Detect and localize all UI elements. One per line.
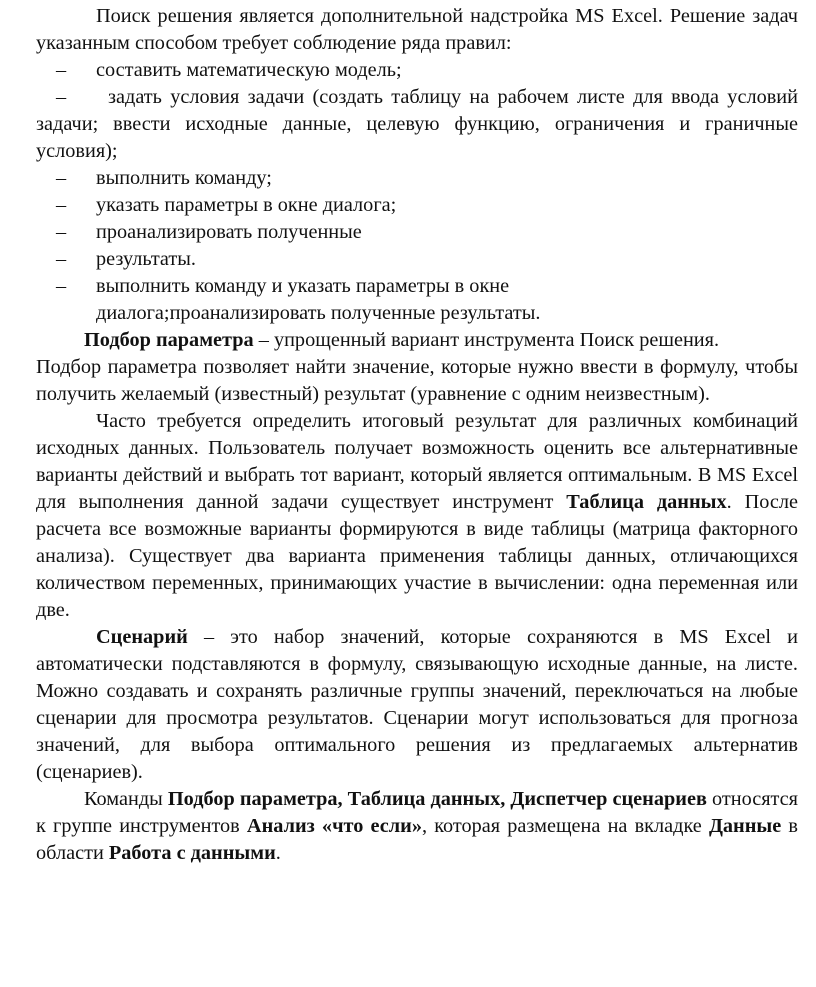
data-table-term: Таблица данных: [566, 491, 727, 513]
list-item: – выполнить команду и указать параметры в окне диалога;проанализировать полученные результаты.: [56, 275, 541, 324]
list-dash: –: [56, 86, 67, 108]
rules-list: [36, 57, 798, 327]
list-dash: –: [56, 275, 67, 297]
document-page: [36, 3, 798, 867]
intro-paragraph: [36, 3, 798, 57]
commands-tab-name: Данные: [708, 815, 782, 837]
list-item: – проанализировать полученные: [36, 219, 798, 246]
list-dash: –: [56, 167, 67, 189]
commands-term-list: Подбор параметра, Таблица данных, Диспетчер сценариев: [167, 788, 707, 810]
commands-area-name: Работа с данными: [108, 842, 276, 864]
commands-paragraph: Команды Подбор параметра, Таблица данных, Диспетчер сценариев относятся к группе инструментов Анализ «что если», которая размещена на вкладке Данные в области Работа с данными.: [36, 788, 799, 864]
scenario-paragraph: Сценарий – это набор значений, которые сохраняются в MS Excel и автоматически подставляются в формулу, связывающую исходные данные, на листе. Можно создавать и сохранять различные группы значений, переключаться на любые сценарии для просмотра результатов. Сценарии могут использоваться для прогноза значений, для выбора оптимального решения из предлагаемых альтернатив (сценариев).: [36, 626, 798, 783]
commands-group-name: Анализ «что если»: [246, 815, 422, 837]
list-item: – указать параметры в окне диалога;: [36, 192, 798, 219]
intro-line-1: Поиск решения является дополнительной надстройка MS Excel.: [96, 5, 663, 27]
list-dash: –: [56, 194, 67, 216]
param-description-paragraph: Подбор параметра позволяет найти значение, которые нужно ввести в формулу, чтобы получить желаемый (известный) результат (уравнение с одним неизвестным).: [36, 356, 798, 405]
param-tool-term: Подбор параметра: [84, 329, 254, 351]
list-item: – выполнить команду;: [36, 165, 798, 192]
list-dash: –: [56, 221, 67, 243]
list-dash: –: [56, 59, 67, 81]
param-tool-paragraph: Подбор параметра – упрощенный вариант инструмента Поиск решения.: [84, 329, 720, 351]
data-table-paragraph: Часто требуется определить итоговый результат для различных комбинаций исходных данных. Пользователь получает возможность оценить все альтернативные варианты действий и выбрать тот вариант, который является оптимальным. В MS Excel для выполнения данной задачи существует инструмент Таблица данных. После расчета все возможные варианты формируются в виде таблицы (матрица факторного анализа). Существует два варианта применения таблицы данных, отличающихся количеством переменных, принимающих участие в вычислении: одна переменная или две.: [36, 410, 798, 621]
scenario-term: Сценарий: [96, 626, 188, 648]
list-item: – составить математическую модель;: [36, 57, 798, 84]
intro-line-2: Решение задач указанным способом требует соблюдение ряда правил:: [36, 5, 798, 54]
list-item: – результаты.: [36, 246, 798, 273]
list-item: – задать условия задачи (создать таблицу на рабочем листе для ввода условий задачи; ввести исходные данные, целевую функцию, ограничения и граничные условия);: [36, 86, 798, 162]
list-dash: –: [56, 248, 67, 270]
